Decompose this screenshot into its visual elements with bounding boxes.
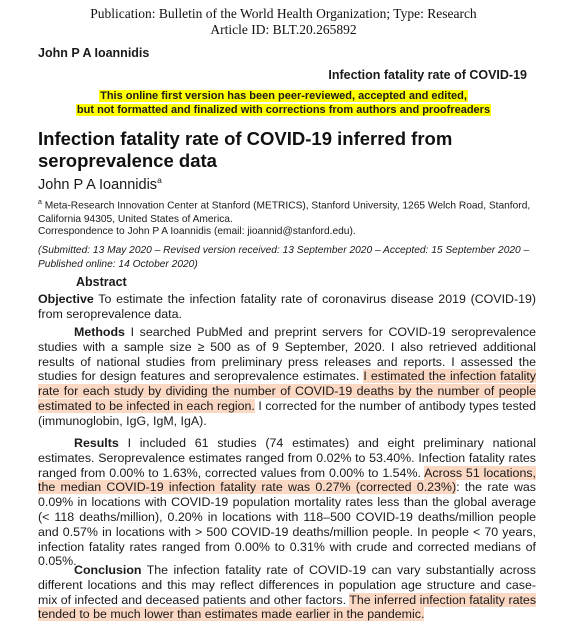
author-affiliation-marker: a (157, 175, 162, 185)
abstract-heading: Abstract (76, 275, 127, 289)
conclusion-label: Conclusion (74, 563, 142, 577)
results-label: Results (74, 436, 119, 450)
peer-review-notice (0, 90, 567, 117)
results-text: I included 61 studies (74 estimates) and eight preliminary national estimates. Seroprevalence estimates ranged from 0.02% to 53.40%. Infection fatality rates ranged from 0.00% to 1.63%, corrected values from 0.00% to 1.54%. (38, 436, 536, 480)
running-author: John P A Ioannidis (38, 46, 150, 60)
objective-text: To estimate the infection fatality rate of coronavirus disease 2019 (COVID-19) from seroprevalence data. (38, 292, 536, 321)
publication-header (0, 6, 567, 38)
methods-text: I searched PubMed and preprint servers for COVID-19 seroprevalence studies with a sample size ≥ 500 as of 9 September, 2020. I also retrieved additional results of national studies from preliminary press releases and reports. I assessed the studies for design features and seroprevalence estimates. (38, 325, 536, 384)
notice-line-1: This online first version has been peer-reviewed, accepted and edited, (100, 90, 467, 102)
affiliation-text: Meta-Research Innovation Center at Stanford (METRICS), Stanford University, 1265 Welch Road, Stanford, California 94305, United States of America. (38, 200, 531, 226)
running-title: Infection fatality rate of COVID-19 (328, 68, 527, 82)
affiliation-marker: a (38, 199, 42, 206)
methods-highlight: I estimated the infection fatality rate for each study by dividing the number of COVID-19 deaths by the number of people estimated to be infected in each region. (38, 369, 536, 413)
results-highlight: Across 51 locations, the median COVID-19 infection fatality rate was 0.27% (corrected 0.23%) (38, 465, 536, 495)
author-byline (38, 175, 162, 193)
abstract-methods (38, 325, 536, 429)
submission-dates: (Submitted: 13 May 2020 – Revised version received: 13 September 2020 – Accepted: 15 September 2020 – Published online: 14 October 2020) (38, 245, 530, 270)
article-title: Infection fatality rate of COVID-19 inferred from seroprevalence data (38, 128, 453, 171)
results-text-after: : the rate was 0.09% in locations with COVID-19 population mortality rates less than the global average (< 118 deaths/million), 0.20% in locations with 118–500 COVID-19 deaths/million people and 0.57% in locations with > 500 COVID-19 deaths/million people. In people < 70 years, infection fatality rates ranged from 0.00% to 0.31% with crude and corrected medians of 0.05%. (38, 480, 536, 569)
methods-text-after: I corrected for the number of antibody types tested (immunoglobin, IgG, IgM, IgA). (38, 398, 536, 428)
abstract-results (38, 436, 536, 569)
article-id: Article ID: BLT.20.265892 (210, 22, 357, 37)
methods-label: Methods (74, 325, 125, 339)
abstract-conclusion (38, 563, 536, 622)
author-name: John P A Ioannidis (38, 176, 158, 193)
notice-line-2: but not formatted and finalized with corrections from authors and proofreaders (76, 103, 491, 116)
correspondence: Correspondence to John P A Ioannidis (email: jioannid@stanford.edu). (38, 226, 356, 237)
affiliation (38, 196, 538, 227)
abstract-objective (38, 292, 536, 322)
conclusion-text: The infection fatality rate of COVID-19 can vary substantially across different locations and this may reflect differences in population age structure and case-mix of infected and deceased patients and other factors. (38, 563, 536, 607)
publication-info: Publication: Bulletin of the World Health Organization; Type: Research (90, 6, 477, 21)
objective-label: Objective (38, 292, 94, 306)
conclusion-highlight: The inferred infection fatality rates tended to be much lower than estimates made earlier in the pandemic. (38, 592, 537, 622)
